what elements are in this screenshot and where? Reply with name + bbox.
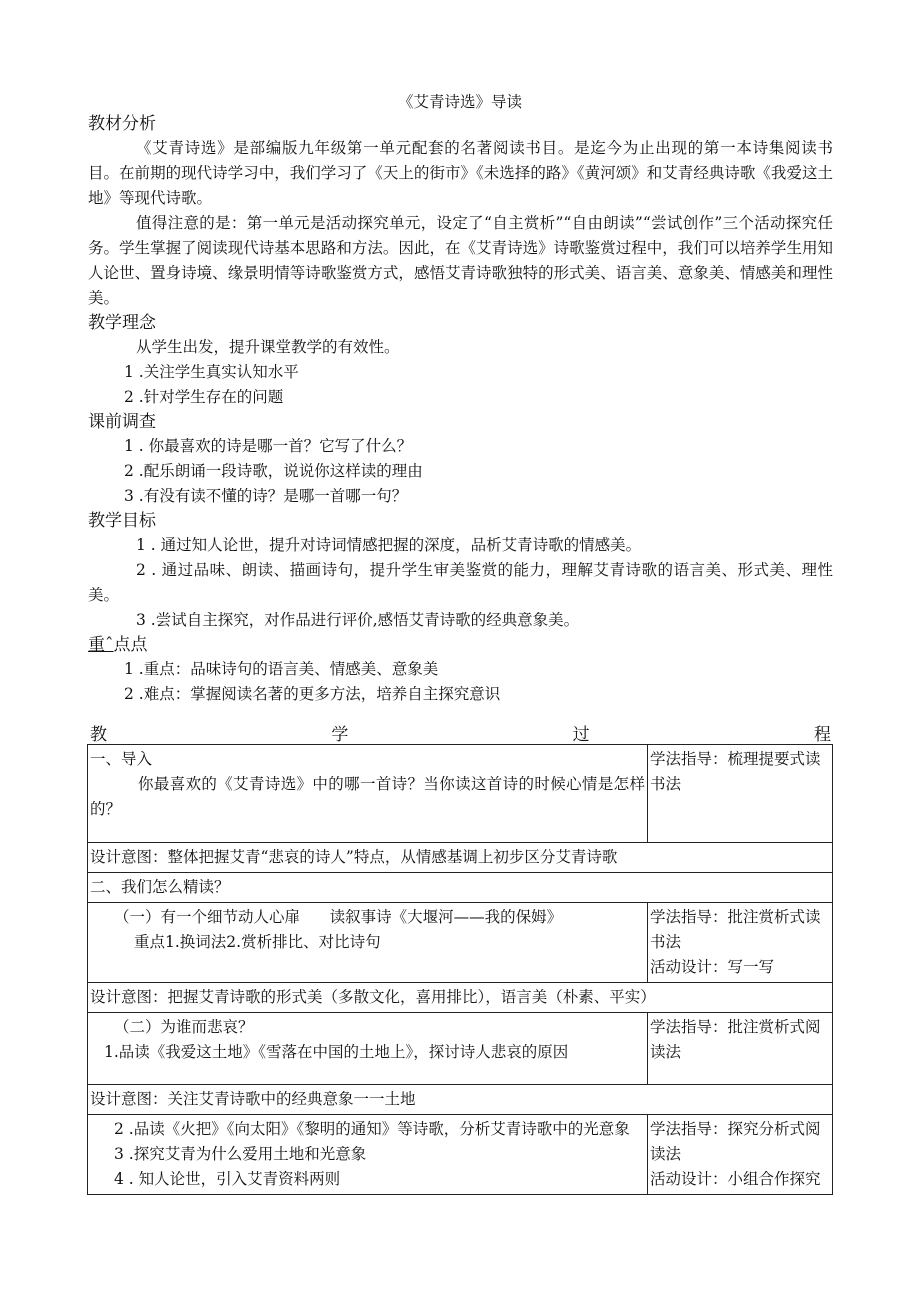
cell-text: 你最喜欢的《艾青诗选》中的哪一首诗？当你读这首诗的时候心情是怎样的？ — [90, 775, 645, 818]
list-item: 1 .重点：品味诗句的语言美、情感美、意象美 — [124, 660, 439, 678]
heading-char: 程 — [813, 725, 831, 745]
table-cell — [648, 903, 833, 983]
table-cell — [648, 1013, 833, 1085]
design-intent: 设计意图：整体把握艾青“悲哀的诗人”特点，从情感基调上初步区分艾青诗歌 — [90, 848, 618, 866]
list-item: 1 . 通过知人论世，提升对诗词情感把握的深度，品析艾青诗歌的情感美。 — [136, 536, 642, 554]
cell-text: 4 . 知人论世，引入艾青资料两则 — [114, 1170, 341, 1188]
philosophy-intro: 从学生出发，提升课堂教学的有效性。 — [136, 338, 400, 356]
heading-char: 学 — [331, 725, 349, 745]
document-body — [88, 112, 833, 707]
table-row — [88, 903, 833, 983]
table-cell — [88, 843, 833, 873]
row-heading: 一、导入 — [90, 750, 153, 768]
table-cell — [88, 873, 833, 903]
heading-key-points-underlined: 重 — [88, 635, 105, 655]
heading-material-analysis: 教材分析 — [88, 114, 156, 134]
table-cell — [88, 1085, 833, 1115]
teaching-process-table — [87, 744, 833, 1195]
table-row — [88, 873, 833, 903]
table-row — [88, 843, 833, 873]
heading-key-points — [88, 633, 833, 657]
heading-key-points-mark: ˆ — [105, 635, 114, 655]
cell-text: 重点1.换词法2.赏析排比、对比诗句 — [134, 933, 381, 951]
table-cell — [88, 1115, 648, 1195]
list-item: 2 .配乐朗诵一段诗歌，说说你这样读的理由 — [124, 462, 423, 480]
cell-text: 1.品读《我爱这土地》《雪落在中国的土地上》，探讨诗人悲哀的原因 — [104, 1043, 569, 1061]
cell-text: 学法指导：梳理提要式读书法 — [650, 750, 821, 793]
table-row — [88, 1013, 833, 1085]
cell-text: （一）有一个细节动人心扉 读叙事诗《大堰河——我的保姆》 — [114, 908, 563, 926]
cell-text: 学法指导：批注赏析式读书法 — [650, 908, 821, 951]
table-cell — [648, 1115, 833, 1195]
cell-text: 活动设计：小组合作探究 — [650, 1170, 821, 1188]
table-cell — [88, 983, 833, 1013]
heading-char: 教 — [90, 725, 107, 745]
heading-pre-class-survey: 课前调查 — [88, 412, 156, 432]
row-heading: 二、我们怎么精读？ — [90, 878, 230, 896]
table-cell — [88, 1013, 648, 1085]
list-item: 2 . 通过品味、朗读、描画诗句，提升学生审美鉴赏的能力，理解艾青诗歌的语言美、形式美、理性美。 — [88, 561, 833, 604]
list-item: 3 .尝试自主探究，对作品进行评价,感悟艾青诗歌的经典意象美。 — [136, 611, 580, 629]
list-item: 1 .关注学生真实认知水平 — [124, 363, 299, 381]
table-cell — [88, 745, 648, 843]
table-row — [88, 1085, 833, 1115]
cell-text: 2 .品读《火把》《向太阳》《黎明的通知》等诗歌，分析艾青诗歌中的光意象 — [114, 1120, 630, 1138]
teaching-process-heading — [88, 720, 833, 745]
heading-teaching-philosophy: 教学理念 — [88, 313, 156, 333]
table-row — [88, 745, 833, 843]
cell-text: 学法指导：批注赏析式阅读法 — [650, 1018, 821, 1061]
list-item: 2 .针对学生存在的问题 — [124, 388, 284, 406]
cell-text: 活动设计：写一写 — [650, 958, 775, 976]
document-title: 《艾青诗选》导读 — [397, 93, 522, 111]
material-paragraph-2: 值得注意的是：第一单元是活动探究单元，设定了“自主赏析”“自由朗读”“尝试创作”三个活动探究任务。学生掌握了阅读现代诗基本思路和方法。因此，在《艾青诗选》诗歌鉴赏过程中，我们可以培养学生用知人论世、置身诗境、缘景明情等诗歌鉴赏方式，感悟艾青诗歌独特的形式美、语言美、意象美、情感美和理性美。 — [88, 214, 833, 307]
table-cell — [88, 903, 648, 983]
heading-char: 过 — [572, 725, 590, 745]
cell-text: 3 .探究艾青为什么爱用土地和光意象 — [114, 1145, 367, 1163]
list-item: 2 .难点：掌握阅读名著的更多方法，培养自主探究意识 — [124, 685, 501, 703]
table-row — [88, 983, 833, 1013]
table-row — [88, 1115, 833, 1195]
cell-text: 学法指导：探究分析式阅读法 — [650, 1120, 821, 1163]
heading-key-points-rest: 点点 — [113, 635, 148, 655]
list-item: 1 . 你最喜欢的诗是哪一首？它写了什么？ — [124, 437, 413, 455]
material-paragraph-1: 《艾青诗选》是部编版九年级第一单元配套的名著阅读书目。是迄今为止出现的第一本诗集阅读书目。在前期的现代诗学习中，我们学习了《天上的街市》《未选择的路》《黄河颂》和艾青经典诗歌《我爱这土地》等现代诗歌。 — [88, 139, 833, 207]
table-cell — [648, 745, 833, 843]
list-item: 3 .有没有读不懂的诗？是哪一首哪一句？ — [124, 487, 408, 505]
cell-text: （二）为谁而悲哀？ — [114, 1018, 254, 1036]
design-intent: 设计意图：关注艾青诗歌中的经典意象一一土地 — [90, 1090, 416, 1108]
design-intent: 设计意图：把握艾青诗歌的形式美（多散文化，喜用排比），语言美（朴素、平实） — [90, 988, 656, 1006]
heading-teaching-goals: 教学目标 — [88, 511, 156, 531]
